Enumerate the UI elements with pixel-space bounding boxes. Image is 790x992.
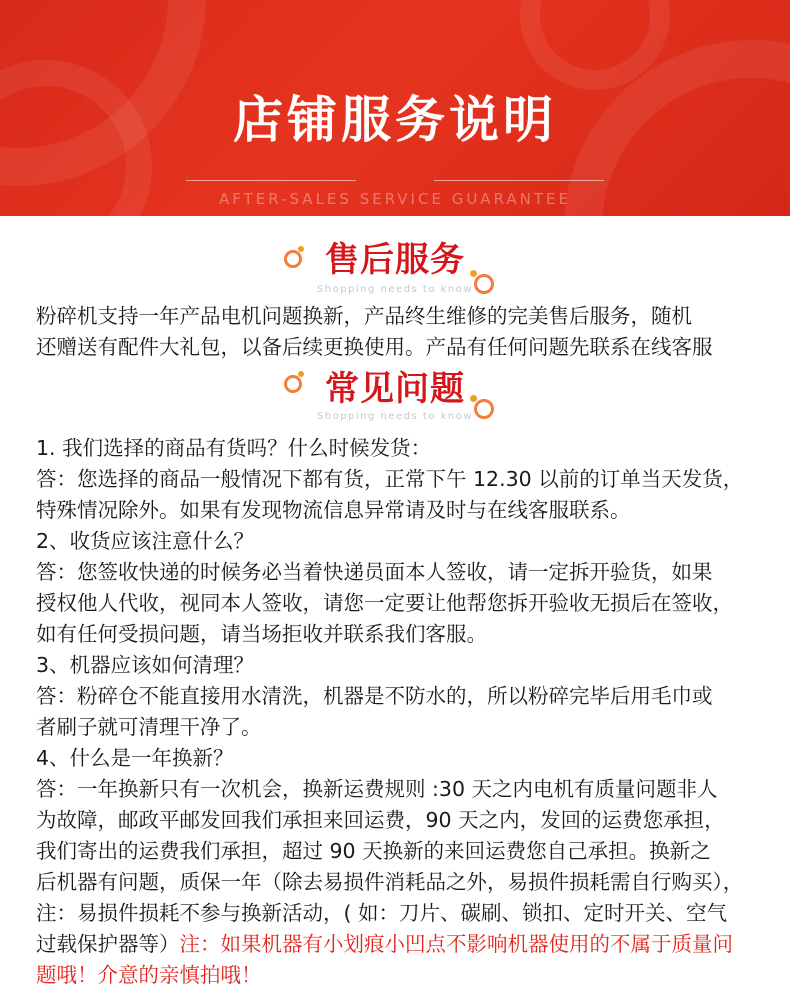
section-title: 售后服务 — [325, 240, 465, 280]
faq-answer-line: 答：粉碎仓不能直接用水清洗，机器是不防水的，所以粉碎完毕后用毛巾或 — [36, 684, 713, 708]
divider — [186, 180, 356, 181]
section-subtitle: Shopping needs to know — [316, 411, 474, 422]
faq-answer-line: 注：易损件损耗不参与换新活动，( 如：刀片、碳刷、锁扣、定时开关、空气 — [36, 901, 728, 925]
section-subtitle: Shopping needs to know — [316, 284, 474, 295]
faq-answer-line — [0, 960, 790, 991]
warning-text: 注：如果机器有小划痕小凹点不影响机器使用的不属于质量问 — [179, 932, 733, 956]
text-line: 粉碎机支持一年产品电机问题换新，产品终生维修的完美售后服务，随机 — [36, 304, 692, 328]
after-sales-text — [0, 301, 790, 363]
faq-answer-line: 为故障，邮政平邮发回我们承担来回运费，90 天之内，发回的运费您承担， — [36, 808, 725, 832]
header-banner — [0, 0, 790, 216]
faq-answer-line: 授权他人代收，视同本人签收，请您一定要让他帮您拆开验收无损后在签收， — [36, 591, 733, 615]
dot-icon — [470, 270, 477, 277]
faq-question: 3、机器应该如何清理？ — [36, 653, 255, 677]
faq-answer-line — [0, 929, 790, 960]
text-segment: 过载保护器等） — [36, 932, 180, 956]
faq-answer-line: 答：您签收快递的时候务必当着快递员面本人签收，请一定拆开验货，如果 — [36, 560, 713, 584]
faq-answer-line: 如有任何受损问题，请当场拒收并联系我们客服。 — [36, 622, 487, 646]
faq-answer-line: 我们寄出的运费我们承担，超过 90 天换新的来回运费您自己承担。换新之 — [36, 839, 711, 863]
page-title: 店铺服务说明 — [233, 91, 557, 149]
divider — [434, 180, 604, 181]
dot-icon — [470, 395, 477, 402]
page-subtitle: AFTER-SALES SERVICE GUARANTEE — [219, 190, 571, 208]
text-line: 还赠送有配件大礼包，以备后续更换使用。产品有任何问题先联系在线客服 — [36, 335, 713, 359]
faq-answer-line: 特殊情况除外。如果有发现物流信息异常请及时与在线客服联系。 — [36, 498, 631, 522]
section-title: 常见问题 — [325, 369, 465, 409]
warning-text: 题哦！介意的亲慎拍哦！ — [36, 963, 262, 987]
faq-answer-line: 者刷子就可清理干净了。 — [36, 715, 262, 739]
faq-question: 1. 我们选择的商品有货吗？什么时候发货： — [36, 436, 432, 460]
section-header-faq — [0, 363, 790, 433]
faq-question: 4、什么是一年换新？ — [36, 746, 234, 770]
faq-answer-line: 后机器有问题，质保一年（除去易损件消耗品之外，易损件损耗需自行购买）， — [36, 870, 744, 894]
faq-answer-line: 答：您选择的商品一般情况下都有货，正常下午 12.30 以前的订单当天发货， — [36, 467, 744, 491]
section-header-after-sales — [0, 216, 790, 300]
faq-text — [0, 433, 790, 991]
faq-question: 2、收货应该注意什么？ — [36, 529, 255, 553]
faq-answer-line: 答：一年换新只有一次机会，换新运费规则 :30 天之内电机有质量问题非人 — [36, 777, 718, 801]
